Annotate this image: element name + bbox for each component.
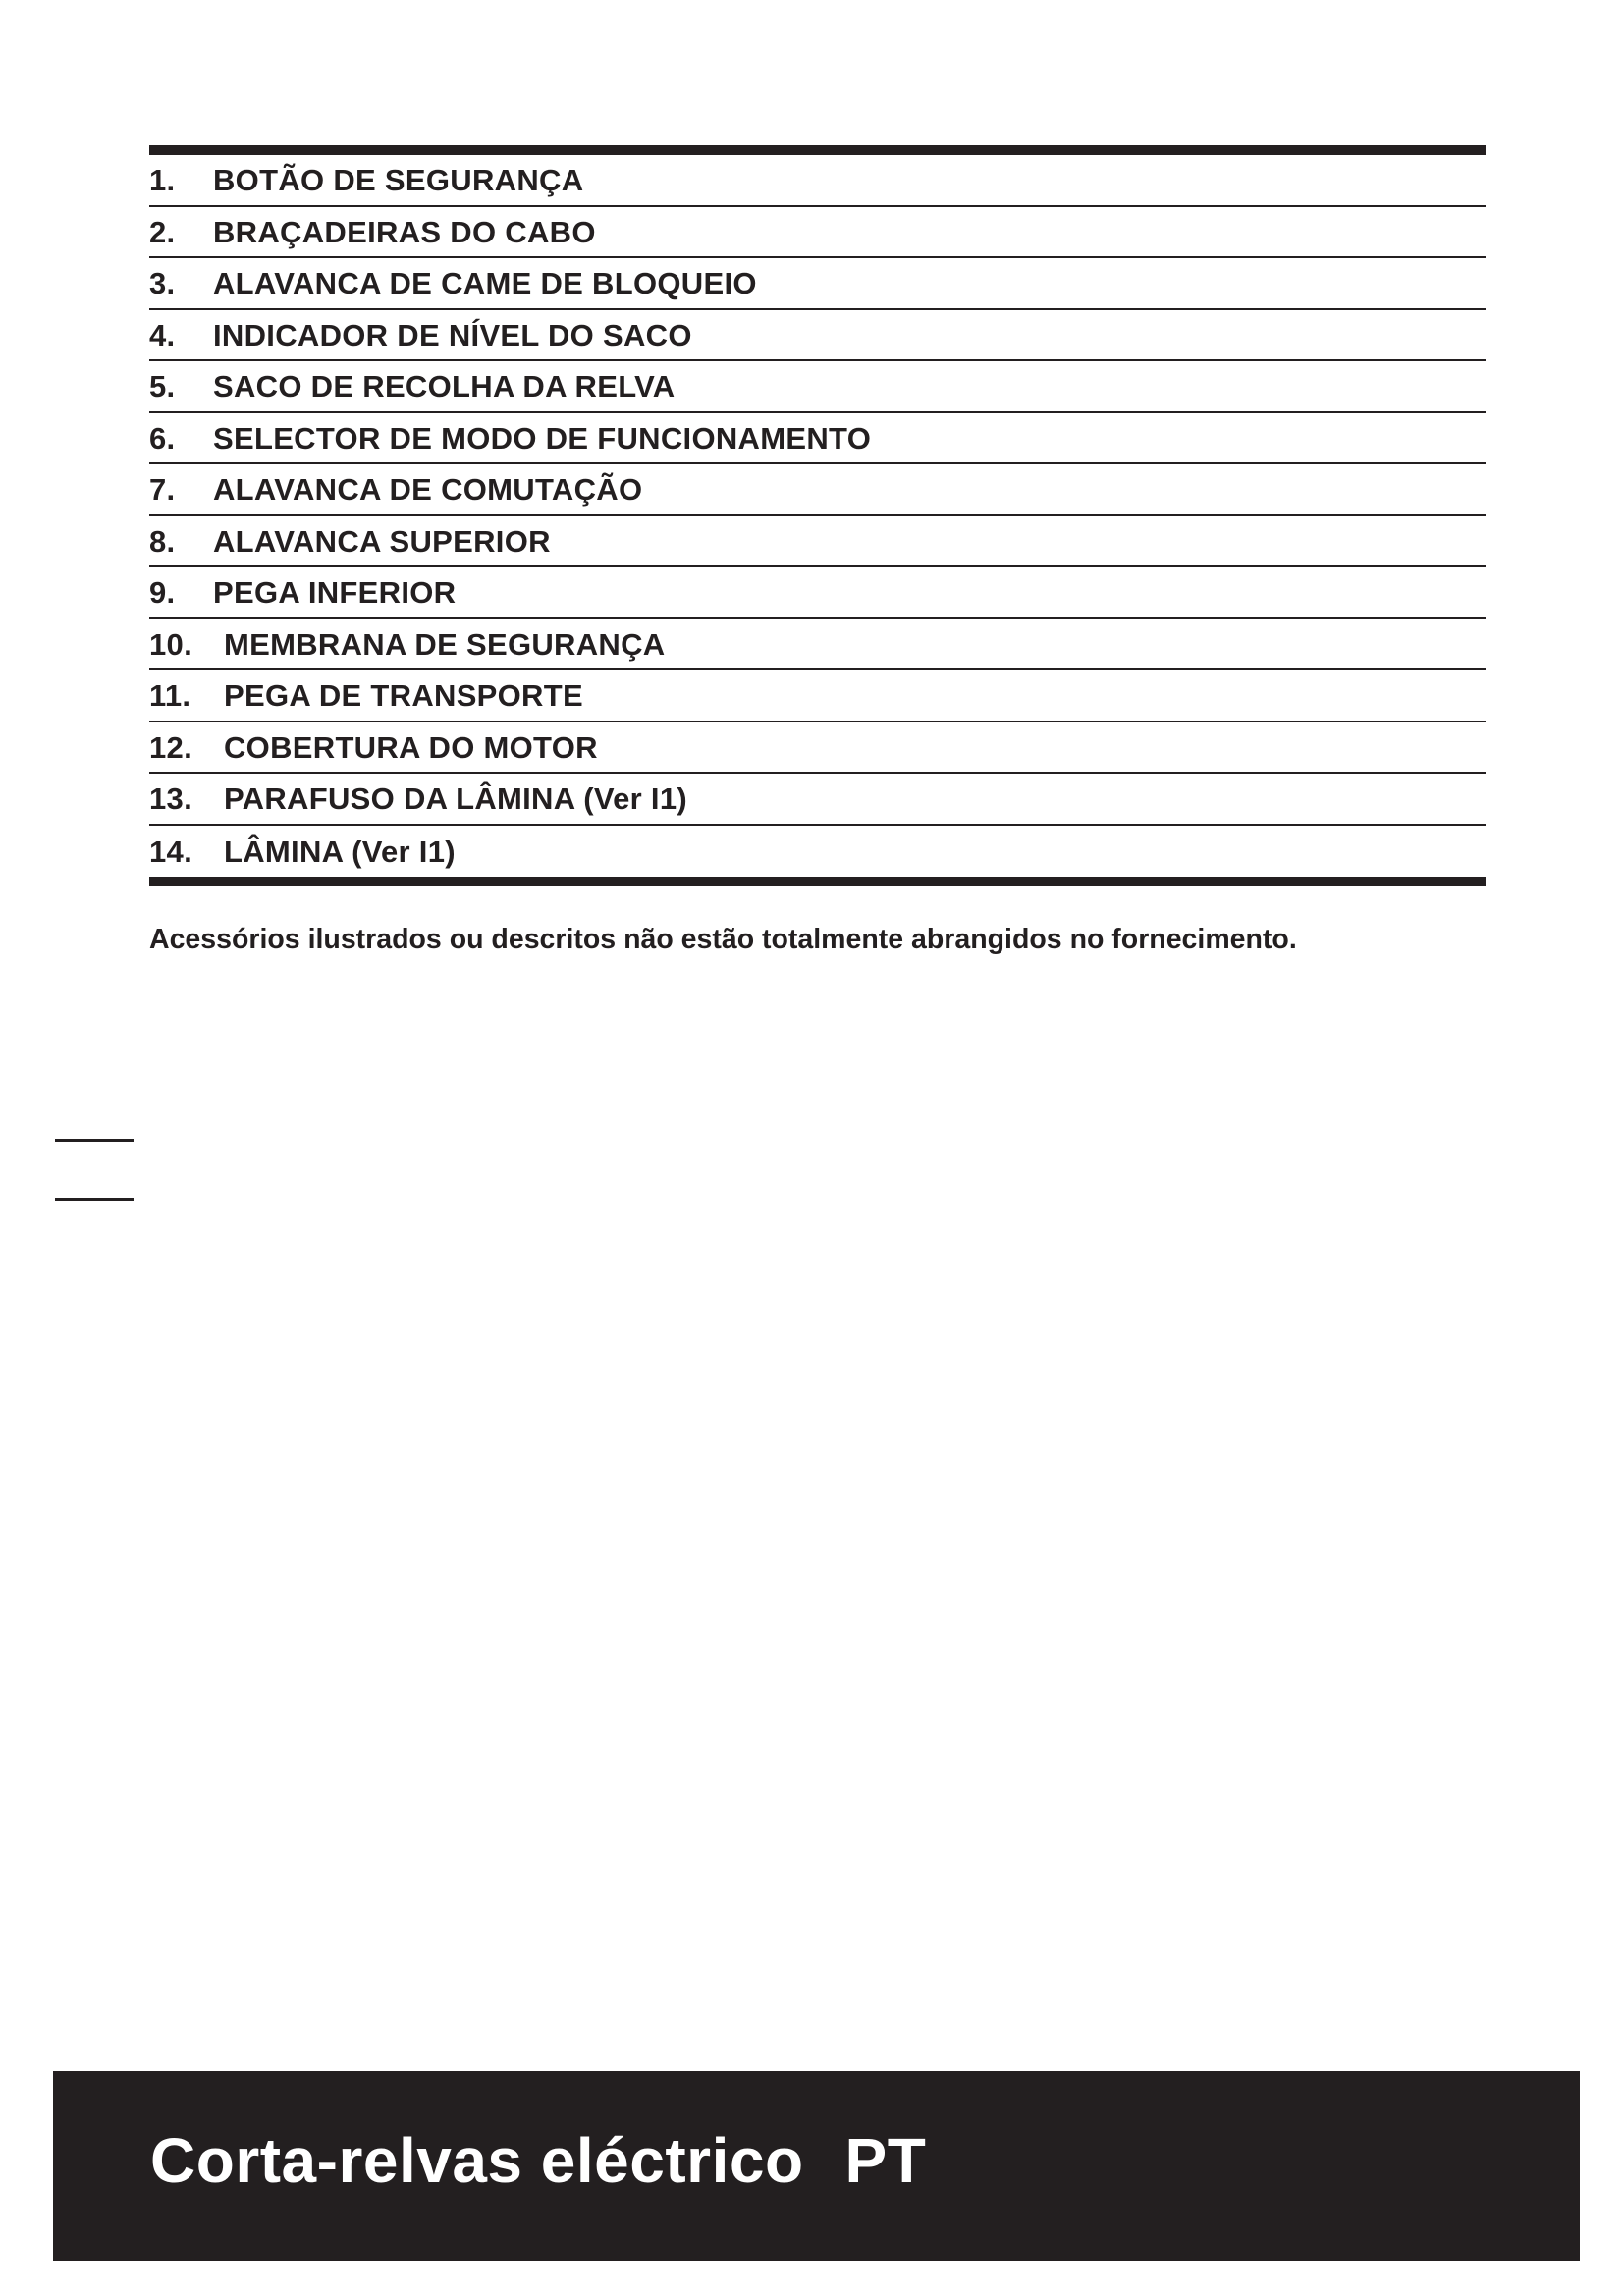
part-label: PEGA INFERIOR [213,575,457,611]
parts-list [149,145,1486,886]
part-number: 1. [149,163,176,198]
part-row-10 [149,619,1486,671]
part-number: 9. [149,575,176,611]
part-row-13 [149,774,1486,826]
part-label: LÂMINA (Ver I1) [224,833,456,869]
part-row-3 [149,258,1486,310]
footer-title-line [150,2124,926,2197]
part-label: ALAVANCA SUPERIOR [213,523,551,559]
part-number: 3. [149,266,176,301]
part-label: COBERTURA DO MOTOR [224,729,598,765]
accessories-note: Acessórios ilustrados ou descritos não estão totalmente abrangidos no fornecimento. [149,924,1297,955]
part-number: 7. [149,472,176,507]
part-label: SACO DE RECOLHA DA RELVA [213,369,676,404]
part-row-4 [149,310,1486,362]
part-label: PEGA DE TRANSPORTE [224,678,583,714]
part-row-7 [149,464,1486,516]
product-title: Corta-relvas eléctrico [150,2125,804,2196]
part-row-11 [149,670,1486,722]
part-number: 10. [149,626,192,662]
part-label: ALAVANCA DE COMUTAÇÃO [213,472,643,507]
part-label: BRAÇADEIRAS DO CABO [213,214,596,249]
part-label: ALAVANCA DE CAME DE BLOQUEIO [213,266,757,301]
part-label: BOTÃO DE SEGURANÇA [213,163,584,198]
part-number: 14. [149,833,192,869]
margin-rule [55,1139,134,1142]
part-number: 4. [149,317,176,352]
part-label: MEMBRANA DE SEGURANÇA [224,626,666,662]
part-number: 5. [149,369,176,404]
language-code: PT [844,2125,927,2196]
part-label: SELECTOR DE MODO DE FUNCIONAMENTO [213,420,872,455]
part-row-12 [149,722,1486,774]
margin-rule [55,1198,134,1201]
part-number: 11. [149,678,191,714]
part-label: INDICADOR DE NÍVEL DO SACO [213,317,692,352]
footer-banner [53,2071,1580,2261]
part-row-9 [149,567,1486,619]
part-number: 6. [149,420,176,455]
part-number: 13. [149,781,192,817]
part-row-1 [149,155,1486,207]
part-row-8 [149,516,1486,568]
part-number: 8. [149,523,176,559]
part-row-14 [149,826,1486,878]
part-row-6 [149,413,1486,465]
part-number: 2. [149,214,176,249]
part-row-2 [149,207,1486,259]
part-label: PARAFUSO DA LÂMINA (Ver I1) [224,781,687,817]
part-row-5 [149,361,1486,413]
part-number: 12. [149,729,192,765]
